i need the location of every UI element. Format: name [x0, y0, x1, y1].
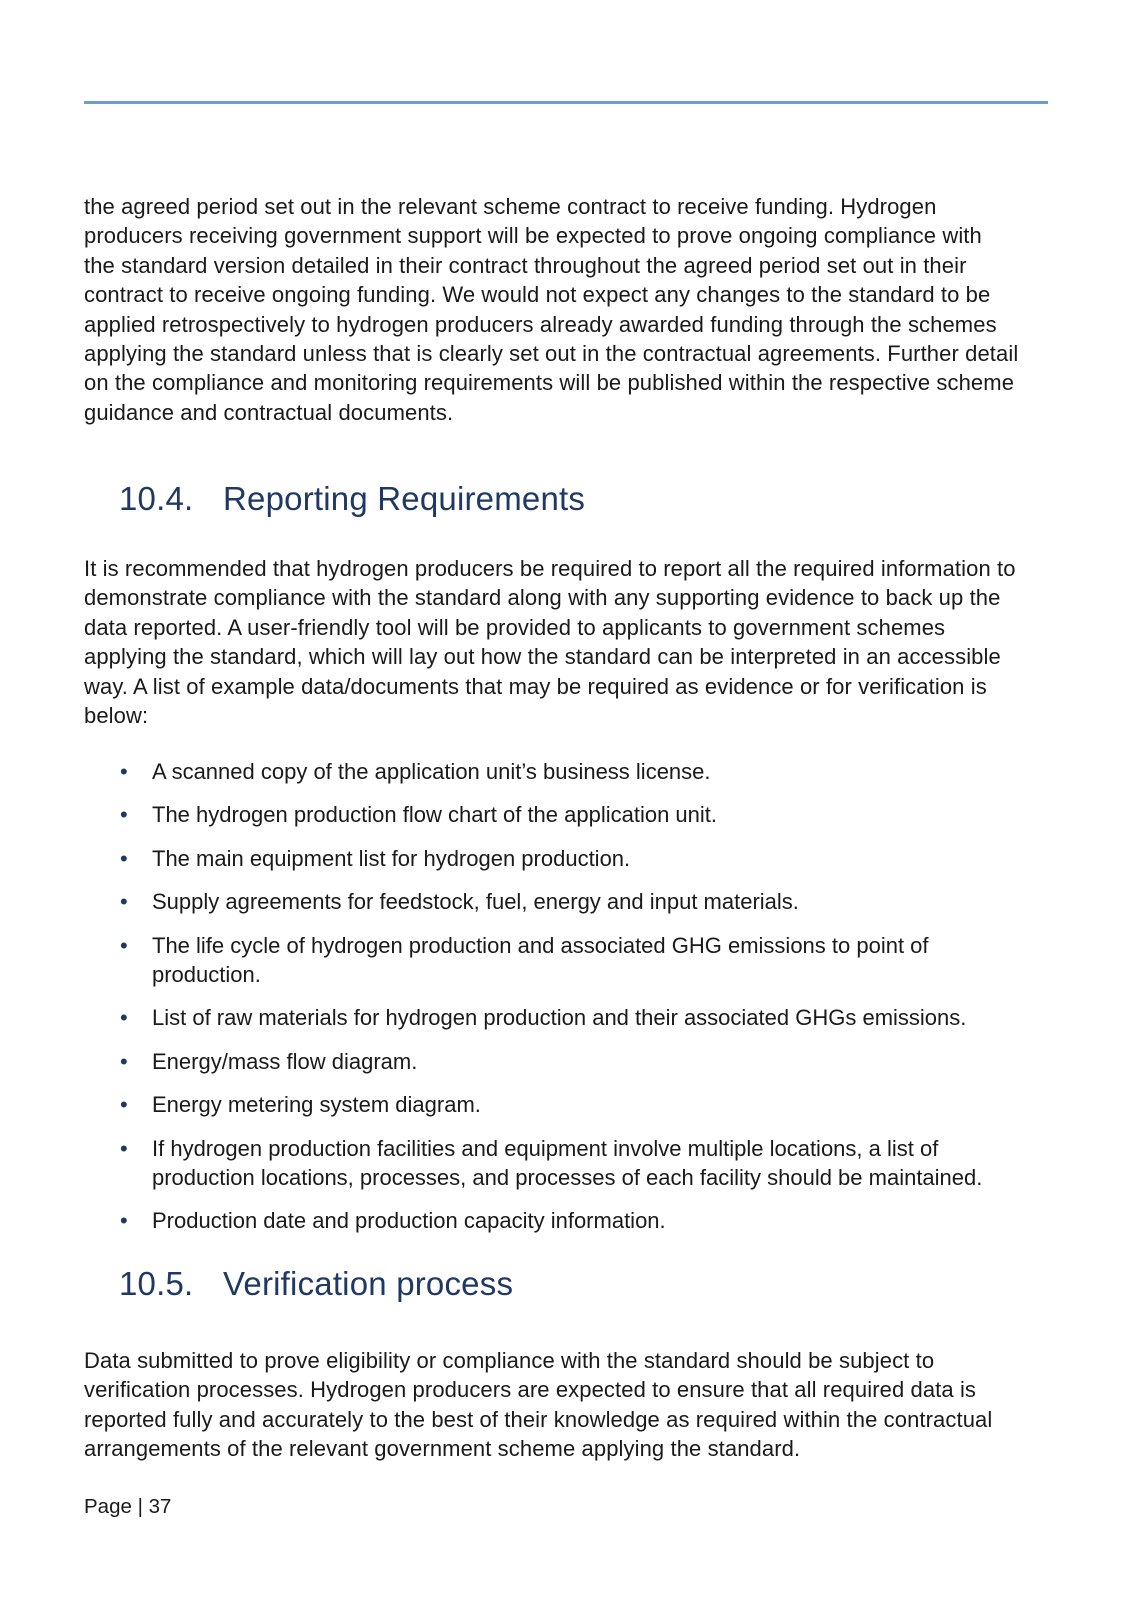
bullet-text-line: Supply agreements for feedstock, fuel, energy and input materials. — [152, 889, 799, 915]
bullet-marker-icon: • — [120, 889, 128, 915]
bullet-text — [152, 887, 1048, 916]
section-heading-10-5 — [119, 1264, 513, 1304]
heading-title: Verification process — [223, 1265, 514, 1302]
bullet-item — [84, 1090, 1048, 1119]
bullet-item — [84, 1206, 1048, 1235]
bullet-marker-icon: • — [120, 1135, 128, 1161]
bullet-text-line: Production date and production capacity information. — [152, 1208, 666, 1234]
intro-paragraph — [84, 192, 1048, 427]
heading-number: 10.5. — [119, 1265, 194, 1302]
bullet-marker-icon: • — [120, 845, 128, 871]
paragraph-line: reported fully and accurately to the best of their knowledge as required within the contractual — [84, 1406, 993, 1432]
paragraph-line: below: — [84, 703, 149, 729]
bullet-text — [152, 1047, 1048, 1076]
bullet-item — [84, 887, 1048, 916]
bullet-text-line: List of raw materials for hydrogen production and their associated GHGs emissions. — [152, 1005, 967, 1031]
paragraph-line: the agreed period set out in the relevant scheme contract to receive funding. Hydrogen — [84, 194, 937, 219]
bullet-marker-icon: • — [120, 1208, 128, 1234]
bullet-text-line: production. — [152, 962, 261, 988]
bullet-marker-icon: • — [120, 932, 128, 958]
bullet-text — [152, 1206, 1048, 1235]
bullet-text — [152, 757, 1048, 786]
paragraph-line: applying the standard, which will lay out how the standard can be interpreted in an accessible — [84, 644, 1001, 670]
bullet-item — [84, 844, 1048, 873]
bullet-text-line: production locations, processes, and processes of each facility should be maintained. — [152, 1165, 983, 1191]
bullet-item — [84, 1134, 1048, 1193]
bullet-text — [152, 800, 1048, 829]
bullet-text-line: The life cycle of hydrogen production and associated GHG emissions to point of — [152, 932, 929, 958]
heading-title: Reporting Requirements — [223, 480, 586, 517]
bullet-text — [152, 931, 1048, 990]
bullet-text-line: Energy/mass flow diagram. — [152, 1048, 418, 1074]
bullet-marker-icon: • — [120, 1005, 128, 1031]
bullet-item — [84, 757, 1048, 786]
paragraph-line: applying the standard unless that is clearly set out in the contractual agreements. Further detail — [84, 341, 1019, 367]
paragraph-line: way. A list of example data/documents that may be required as evidence or for verification is — [84, 673, 987, 699]
bullet-marker-icon: • — [120, 802, 128, 828]
bullet-marker-icon: • — [120, 1048, 128, 1074]
page-footer: Page | 37 — [84, 1495, 172, 1518]
bullet-text-line: If hydrogen production facilities and equipment involve multiple locations, a list of — [152, 1135, 939, 1161]
bullet-item — [84, 1047, 1048, 1076]
bullet-text-line: A scanned copy of the application unit’s business license. — [152, 759, 711, 784]
section-10-4-paragraph — [84, 554, 1048, 730]
bullet-item — [84, 800, 1048, 829]
bullet-item — [84, 1003, 1048, 1032]
header-rule — [84, 101, 1048, 104]
bullet-text — [152, 1090, 1048, 1119]
bullet-text — [152, 1134, 1048, 1193]
section-10-5-paragraph — [84, 1346, 1048, 1464]
bullet-text-line: Energy metering system diagram. — [152, 1092, 481, 1118]
paragraph-line: the standard version detailed in their contract throughout the agreed period set out in their — [84, 252, 967, 278]
paragraph-line: It is recommended that hydrogen producers be required to report all the required information to — [84, 556, 1016, 581]
paragraph-line: data reported. A user-friendly tool will be provided to applicants to government schemes — [84, 614, 946, 640]
paragraph-line: arrangements of the relevant government scheme applying the standard. — [84, 1436, 801, 1462]
bullet-marker-icon: • — [120, 1092, 128, 1118]
bullet-list — [84, 757, 1048, 1250]
bullet-marker-icon: • — [120, 759, 128, 784]
bullet-text-line: The main equipment list for hydrogen production. — [152, 845, 631, 871]
bullet-item — [84, 931, 1048, 990]
paragraph-line: demonstrate compliance with the standard along with any supporting evidence to back up the — [84, 585, 1001, 611]
bullet-text — [152, 844, 1048, 873]
heading-number: 10.4. — [119, 480, 194, 517]
section-heading-10-4 — [119, 479, 585, 519]
paragraph-line: contract to receive ongoing funding. We would not expect any changes to the standard to be — [84, 282, 991, 308]
paragraph-line: producers receiving government support will be expected to prove ongoing compliance with — [84, 223, 982, 249]
bullet-text-line: The hydrogen production flow chart of the application unit. — [152, 802, 718, 828]
paragraph-line: applied retrospectively to hydrogen producers already awarded funding through the schemes — [84, 311, 997, 337]
paragraph-line: verification processes. Hydrogen producers are expected to ensure that all required data is — [84, 1377, 977, 1403]
paragraph-line: guidance and contractual documents. — [84, 399, 454, 425]
bullet-text — [152, 1003, 1048, 1032]
paragraph-line: on the compliance and monitoring requirements will be published within the respective scheme — [84, 370, 1015, 396]
paragraph-line: Data submitted to prove eligibility or compliance with the standard should be subject to — [84, 1348, 935, 1373]
